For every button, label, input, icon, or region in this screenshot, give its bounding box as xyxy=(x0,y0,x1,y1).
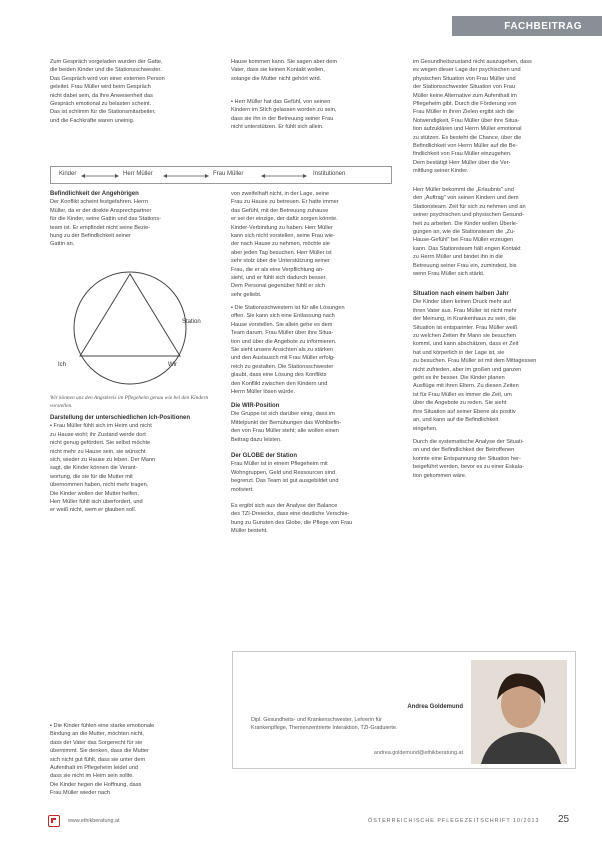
text-line: Notwendigkeit, Frau Müller über ihre Situa- xyxy=(413,117,520,124)
flow-node-kinder: Kinder xyxy=(59,171,77,177)
text-line: nicht unterstützen. Er fühlt sich allein. xyxy=(231,124,324,131)
text-line: kann. Das Stationsteam hält engen Kontakt xyxy=(413,245,521,252)
text-line: sehr stolz über die Unterstützung seiner xyxy=(231,258,330,265)
text-line: physischen Situation von Frau Müller und xyxy=(413,75,516,82)
flow-diagram xyxy=(50,166,392,184)
col2-para-2 xyxy=(231,190,391,299)
text-line: er weiß nicht, wem er glauben soll. xyxy=(50,507,137,514)
text-line: reich zu gestalten. Die Stationsschwester xyxy=(231,363,334,370)
text-line: Krankenpflege, Themenzentrierte Interaktion, TZI-Graduierte. xyxy=(251,725,398,731)
text-line: Bindung an die Mutter, möchten nicht, xyxy=(50,731,144,738)
text-line: dass sie ihn in der Betreuung seiner Frau xyxy=(231,115,334,122)
text-line: Müller keine Alternative zum Aufenthalt im xyxy=(413,92,517,99)
text-line: Durch die systematische Analyse der Situati- xyxy=(413,439,524,445)
col2-section-globe xyxy=(231,452,391,494)
tzi-triangle xyxy=(80,274,180,356)
text-line: bung zu Gunsten des Globe, die Pflege von Frau xyxy=(231,519,353,526)
text-line: eingehen. xyxy=(413,425,438,432)
text-line: Situation ist entspannter. Frau Müller weiß xyxy=(413,324,518,331)
text-line: Herr Müller bekommt die „Erlaubnis" und xyxy=(413,187,514,193)
arrowhead-right-1 xyxy=(115,174,119,178)
text-line: Stationsteam. Zeit für sich zu nehmen und an xyxy=(413,203,526,210)
col2-bullet-1 xyxy=(231,98,397,132)
text-line: solange die Mutter nicht gehört wird. xyxy=(231,75,322,82)
text-line: Müller besteht. xyxy=(231,528,268,535)
text-line: ▪ Die Kinder fühlen eine starke emotionale xyxy=(50,723,155,729)
author-profile xyxy=(232,651,576,769)
text-line: Gattin an. xyxy=(50,241,75,248)
text-line: Die Kinder wollen der Mutter helfen. xyxy=(50,490,139,497)
text-line: Frau, die er als eine Verpflichtung an- xyxy=(231,266,324,273)
text-line: Team darum, Frau Müller über ihre Situa- xyxy=(231,330,334,337)
text-line: Der Konflikt scheint festgefahren. Herrn xyxy=(50,199,148,206)
text-line: und die Fachkräfte waren uneinig. xyxy=(50,117,135,124)
text-line: wenn Frau Müller sich stärkt. xyxy=(413,271,485,278)
col2-heading-globe: Der GLOBE der Station xyxy=(231,453,298,459)
author-name: Andrea Goldemund xyxy=(407,704,463,710)
text-line: tion aufzuklären und Herrn Müller emotional xyxy=(413,126,522,133)
text-line: Wohngruppen, Geld und Ressourcen sind xyxy=(231,469,336,476)
text-line: Frau zu Hause zu betreuen. Er hatte immer xyxy=(231,199,339,206)
col3-section-1 xyxy=(413,290,573,433)
col3-para-1 xyxy=(413,58,573,176)
page-number: 25 xyxy=(558,814,570,825)
text-line: ist für Frau Müller es immer die Zeit, um xyxy=(413,391,512,398)
text-line: kommt, und kann abschätzen, dass er Zeit xyxy=(413,341,519,348)
text-line: Pflegeheim gibt. Durch die Förderung von xyxy=(413,101,517,108)
col1-section2 xyxy=(50,414,210,515)
label-ich: Ich xyxy=(58,362,67,368)
text-line: ▪ Die Stationsschwestern ist für alle Lösungen xyxy=(231,305,345,311)
text-line: das Gefühl, mit der Betreuung zuhause xyxy=(231,207,329,214)
text-line: zu Herrn Müller und bindet ihn in die xyxy=(413,254,503,261)
text-line: Frau Müller wieder nach xyxy=(50,790,111,797)
text-line: glaubt, dass eine Lösung des Konflikts xyxy=(231,372,327,379)
text-line: Das ist schlimm für die Stationsmitarbeiter, xyxy=(50,109,156,116)
text-line: Dem Personal gegenüber fühlt er sich xyxy=(231,283,325,290)
text-line: nicht mehr zu Hause sein, sie wünscht xyxy=(50,448,146,455)
author-photo-illustration xyxy=(471,660,567,764)
text-line: Müller, da er der direkte Ansprechpartner xyxy=(50,207,152,214)
text-line: Die Gruppe ist sich darüber einig, dass im xyxy=(231,411,335,418)
text-line: Ausflüge mit ihren Eltern. Zu diesen Zeiten xyxy=(413,383,519,390)
col2-bullet-2 xyxy=(231,304,397,396)
text-line: Hause kommen kann. Sie sagen aber dem xyxy=(231,59,338,65)
text-line: den „Auftrag" von seinen Kindern und dem xyxy=(413,195,519,202)
text-line: Dem bestätigt Herr Müller über die Ver- xyxy=(413,159,511,166)
text-line: Beitrag dazu leisten. xyxy=(231,436,282,443)
text-line: ihren Vater aus. Frau Müller ist nicht mehr xyxy=(413,307,517,314)
author-contact: andrea.goldemund@ethikberatung.at xyxy=(373,750,463,756)
text-line: nicht genug gefördert. Sie selbst möchte xyxy=(50,440,151,447)
col1-section1 xyxy=(50,190,210,249)
text-line: Hause-Gefühl" bei Frau Müller erzeugen xyxy=(413,237,514,244)
text-line: konnte eine Entspannung der Situation her- xyxy=(413,455,521,462)
text-line: für die Kinder, seine Gattin und das Stations- xyxy=(50,216,162,223)
section-header xyxy=(452,16,602,36)
text-line: motiviert. xyxy=(231,486,254,493)
text-line: Aufenthalt im Pflegeheim leidet und xyxy=(50,765,139,772)
text-line: mittlung seiner Kinder. xyxy=(413,168,469,175)
text-line: seiner psychischen und physischen Gesund- xyxy=(413,212,525,219)
text-line: on und der Befindlichkeit der Betroffenen xyxy=(413,447,515,454)
text-line: Das Gespräch wird von einer externen Person xyxy=(50,75,165,82)
text-line: Kinder-Verbindung zu haben. Herr Müller xyxy=(231,224,333,231)
text-line: dass der Vater das Sorgerecht für sie xyxy=(50,739,143,746)
triangle-svg xyxy=(50,256,210,388)
text-line: heit zu arbeiten. Die Kinder wollen Überle- xyxy=(413,220,518,227)
text-line: sich nicht gut fühlt, dass sie unter dem xyxy=(50,756,146,763)
publisher-logo-icon xyxy=(48,815,60,827)
tzi-triangle-diagram xyxy=(50,256,210,388)
text-line: ▪ Herr Müller hat das Gefühl, von seinen xyxy=(231,99,331,105)
text-line: Die Kinder üben keinen Druck mehr auf xyxy=(413,299,511,306)
diagram-caption: Wir können uns den Angstkreis im Pflegeheim genau wie bei den Kindern vorstellen. xyxy=(50,395,209,409)
text-line: Zum Gespräch vorgeladen wurden der Gatte, xyxy=(50,59,163,65)
col1-intro xyxy=(50,58,210,125)
col2-section-wir xyxy=(231,402,391,444)
label-wir: Wir xyxy=(168,362,177,368)
text-line: Kindern im Stich gelassen worden zu sein, xyxy=(231,107,337,114)
text-line: tion und über die Angebote zu informieren. xyxy=(231,338,337,345)
text-line: aber jeden Tag besuchen. Herr Müller ist xyxy=(231,249,332,256)
text-line: zu stützen. Es besteht die Chance, über die xyxy=(413,134,522,141)
text-line: hat und körperlich in der Lage ist, sie xyxy=(413,349,505,356)
flow-node-frau: Frau Müller xyxy=(213,171,244,177)
col3-heading-1: Situation nach einem halben Jahr xyxy=(413,291,509,297)
text-line: geleitet. Frau Müller wird beim Gespräch xyxy=(50,84,151,91)
text-line: der Stationsschwester Situation von Frau xyxy=(413,84,515,91)
text-line: den Konflikt zwischen den Kindern und xyxy=(231,380,328,387)
col3-para-2 xyxy=(413,186,573,278)
col1-bullet-1 xyxy=(50,422,210,514)
section-label: FACHBEITRAG xyxy=(504,20,582,32)
arrowhead-right-3 xyxy=(303,174,307,178)
text-line: von zweifelhaft nicht, in der Lage, seine xyxy=(231,191,329,197)
arrowhead-right-2 xyxy=(205,174,209,178)
flow-node-institutionen: Institutionen xyxy=(313,171,346,177)
text-line: zu welchen Zeiten ihr Mann sie besuchen xyxy=(413,333,516,340)
text-line: sieht, und er fühlt sich dadurch besser. xyxy=(231,275,327,282)
text-line: geht es ihr besser. Die Kinder planen xyxy=(413,375,505,382)
text-line: kann sich nicht vorstellen, seine Frau wie- xyxy=(231,233,335,240)
text-line: Vater, dass sie keinen Kontakt wollen, xyxy=(231,67,325,74)
page-footer xyxy=(0,815,602,831)
text-line: team ist. Er empfindet nicht seine Bezie- xyxy=(50,224,151,231)
text-line: Dipl. Gesundheits- und Krankenschwester, Lehrerin für xyxy=(251,717,382,723)
text-line: übernommen haben, nicht mehr tragen. xyxy=(50,482,149,489)
text-line: den von Frau Müller steht; alle wollen einen xyxy=(231,428,339,435)
text-line: Die Kinder hegen die Hoffnung, dass xyxy=(50,781,142,788)
text-line: er sei der einzige, der dafür sorgen könnte. xyxy=(231,216,338,223)
text-line: zu besuchen. Frau Müller ist mit dem Mittagessen xyxy=(413,358,537,365)
text-line: hung zu der Befindlichkeit seiner xyxy=(50,233,131,240)
col2-heading-wir: Die WIR-Position xyxy=(231,403,280,409)
text-line: Betreuung seiner Frau ein, zumindest, bis xyxy=(413,262,517,269)
text-line: Befindlichkeit von Herrn Müller auf die Be- xyxy=(413,143,518,150)
text-line: Mittelpunkt der Bemühungen das Wohlbefin- xyxy=(231,419,342,426)
arrowhead-left-1 xyxy=(81,174,85,178)
text-line: Sie sieht unsere Ansichten als zu stärken xyxy=(231,347,333,354)
text-line: übernimmt. Sie denken, dass die Mutter xyxy=(50,748,149,755)
text-line: nicht dabei sein, da ihre Anwesenheit das xyxy=(50,92,153,99)
text-line: gungen an, wie die Stationsteam die „Zu- xyxy=(413,229,515,236)
text-line: zu Hause wohl; ihr Zustand werde dort xyxy=(50,431,146,438)
text-line: dass sie nicht im Heim sein sollte. xyxy=(50,773,134,780)
text-line: sich, wieder zu Hause zu leben. Der Mann xyxy=(50,457,156,464)
footer-url[interactable]: www.ethikberatung.at xyxy=(68,818,120,824)
text-line: Herrn Müller lösen würde. xyxy=(231,389,296,396)
text-line: Frau Müller ist in einem Pflegeheim mit xyxy=(231,461,328,468)
text-line: Hause vorstellen. Sie allein gehe es dem xyxy=(231,321,333,328)
text-line: findlichkeit von Frau Müller einzugehen. xyxy=(413,151,512,158)
text-line: und den Austausch mit Frau Müller erfolg- xyxy=(231,355,335,362)
text-line: sagt, die Kinder können die Verant- xyxy=(50,465,138,472)
label-station: Station xyxy=(182,319,201,325)
text-line: beigeführt werden, bevor es zu einer Eskala- xyxy=(413,464,525,471)
col1-heading-2: Darstellung der unterschiedlichen Ich-Positionen xyxy=(50,415,191,421)
col2-para-5 xyxy=(231,502,391,536)
text-line: Frau Müller in ihren Zielen ergibt sich die xyxy=(413,109,515,116)
text-line: es wegen dieser Lage der psychischen und xyxy=(413,67,521,74)
text-line: die beiden Kinder und die Stationsschwester. xyxy=(50,67,162,74)
text-line: des TZI-Dreiecks, dass eine deutliche Verschie- xyxy=(231,511,350,518)
col3-para-4 xyxy=(413,438,573,480)
col1-bullet-2 xyxy=(50,722,216,798)
col1-heading-1: Befindlichkeit der Angehörigen xyxy=(50,191,139,197)
text-line: ihre Situation auf seiner Ebene als positiv xyxy=(413,408,516,415)
text-line: der Meinung, in Krankenhaus zu sein, die xyxy=(413,316,516,323)
arrowhead-left-2 xyxy=(163,174,167,178)
author-photo xyxy=(471,660,567,764)
text-line: ▪ Frau Müller fühlt sich im Heim und nicht xyxy=(50,423,152,430)
flow-node-herr: Herr Müller xyxy=(123,171,153,177)
text-line: nicht zufrieden, aber im großen und ganzen xyxy=(413,366,522,373)
text-line: Herr Müller fühlt sich überfordert, und xyxy=(50,499,143,506)
footer-journal: ÖSTERREICHISCHE PFLEGEZEITSCHRIFT 10/2013 xyxy=(368,818,540,824)
text-line: begrenzt. Das Team ist gut ausgebildet und xyxy=(231,478,339,485)
text-line: im Gesundheitszustand nicht auszugehen, dass xyxy=(413,59,532,65)
text-line: an, und kann auf die Befindlichkeit xyxy=(413,417,499,424)
text-line: wortung, die sie für die Mutter mit xyxy=(50,473,133,480)
text-line: tion gekommen wäre. xyxy=(413,472,467,479)
col2-top xyxy=(231,58,391,83)
text-line: sehr geliebt. xyxy=(231,291,262,298)
text-line: Gespräch emotional zu belasten scheint. xyxy=(50,101,152,108)
author-bio xyxy=(251,716,461,732)
text-line: über die Angebote zu reden. Sie sieht xyxy=(413,400,507,407)
text-line: offen. Sie kann sich eine Entlassung nach xyxy=(231,313,335,320)
arrowhead-left-3 xyxy=(261,174,265,178)
text-line: Es ergibt sich aus der Analyse der Balance xyxy=(231,503,338,509)
text-line: der nach Hause zu nehmen, möchte sie xyxy=(231,241,330,248)
